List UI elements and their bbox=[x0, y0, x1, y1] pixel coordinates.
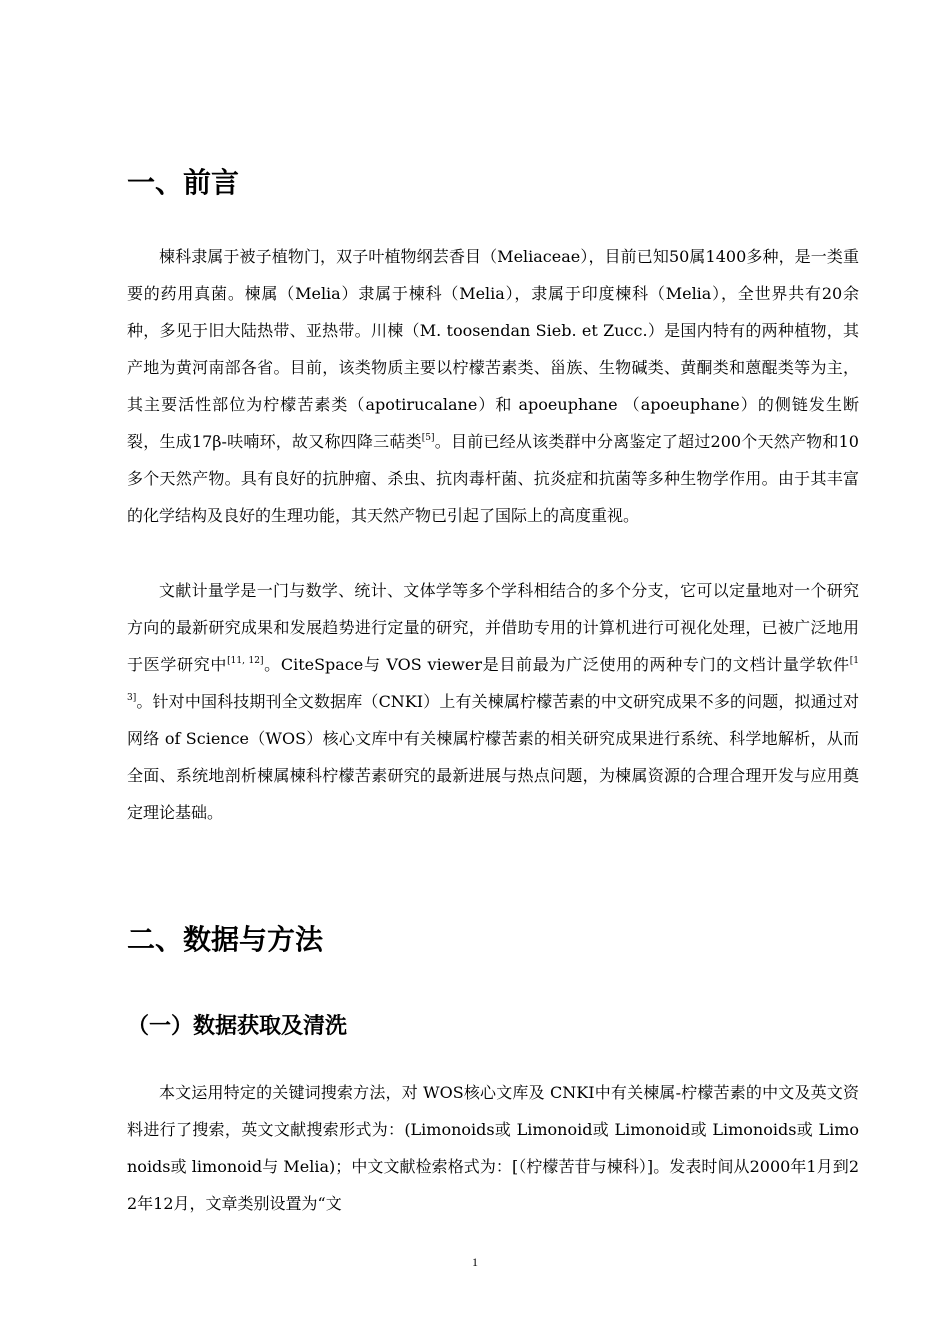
paragraph-text: 本文运用特定的关键词搜索方法，对 WOS核心文库及 CNKI中有关楝属-柠檬苦素的中文及英文资料进行了搜索，英文文献搜索形式为：(Limonoids或 Limonoid或 Limonoid或 Limonoids或 Limonoids或 limonoid与 Melia)；中文文献检索格式为：[（柠檬苦苷与楝科）]。发表时间从2000年1月到22年12月，文章类别设置为“文 bbox=[127, 1083, 859, 1213]
citation-ref: [13] bbox=[127, 656, 859, 703]
paragraph-text: 。CiteSpace与 VOS viewer是目前最为广泛使用的两种专门的文档计量学软件 bbox=[263, 655, 850, 674]
paragraph-melia-overview bbox=[127, 238, 859, 534]
paragraph-text: 文献计量学是一门与数学、统计、文体学等多个学科相结合的多个分支，它可以定量地对一个研究方向的最新研究成果和发展趋势进行定量的研究，并借助专用的计算机进行可视化处理，已被广泛地用于医学研究中 bbox=[127, 581, 859, 674]
page-number: 1 bbox=[472, 1255, 478, 1269]
paragraph-text: 楝科隶属于被子植物门，双子叶植物纲芸香目（Meliaceae），目前已知50属1400多种，是一类重要的药用真菌。楝属（Melia）隶属于楝科（Melia），隶属于印度楝科（Melia），全世界共有20余种，多见于旧大陆热带、亚热带。川楝（M. toosendan Sieb. et Zucc.）是国内特有的两种植物，其产地为黄河南部各省。目前，该类物质主要以柠檬苦素类、甾族、生物碱类、黄酮类和蒽醌类等为主，其主要活性部位为柠檬苦素类（apotirucalane）和 apoeuphane （apoeuphane）的侧链发生断裂，生成17β-呋喃环，故又称四降三萜类 bbox=[127, 247, 859, 451]
section-heading-data-methods: 二、数据与方法 bbox=[127, 923, 324, 956]
paragraph-search-method bbox=[127, 1074, 859, 1222]
citation-ref: [5] bbox=[421, 433, 435, 443]
section-heading-introduction: 一、前言 bbox=[127, 166, 240, 199]
paragraph-bibliometrics bbox=[127, 572, 859, 831]
paragraph-text: 。目前已经从该类群中分离鉴定了超过200个天然产物和10多个天然产物。具有良好的抗肿瘤、杀虫、抗肉毒杆菌、抗炎症和抗菌等多种生物学作用。由于其丰富的化学结构及良好的生理功能，其天然产物已引起了国际上的高度重视。 bbox=[127, 432, 859, 525]
paragraph-text: 。针对中国科技期刊全文数据库（CNKI）上有关楝属柠檬苦素的中文研究成果不多的问题，拟通过对网络 of Science（WOS）核心文库中有关楝属柠檬苦素的相关研究成果进行系统、科学地解析，从而全面、系统地剖析楝属楝科柠檬苦素研究的最新进展与热点问题，为楝属资源的合理合理开发与应用奠定理论基础。 bbox=[127, 692, 859, 822]
citation-ref: [11, 12] bbox=[227, 656, 264, 666]
subsection-heading-data-acquisition: （一）数据获取及清洗 bbox=[127, 1014, 348, 1039]
